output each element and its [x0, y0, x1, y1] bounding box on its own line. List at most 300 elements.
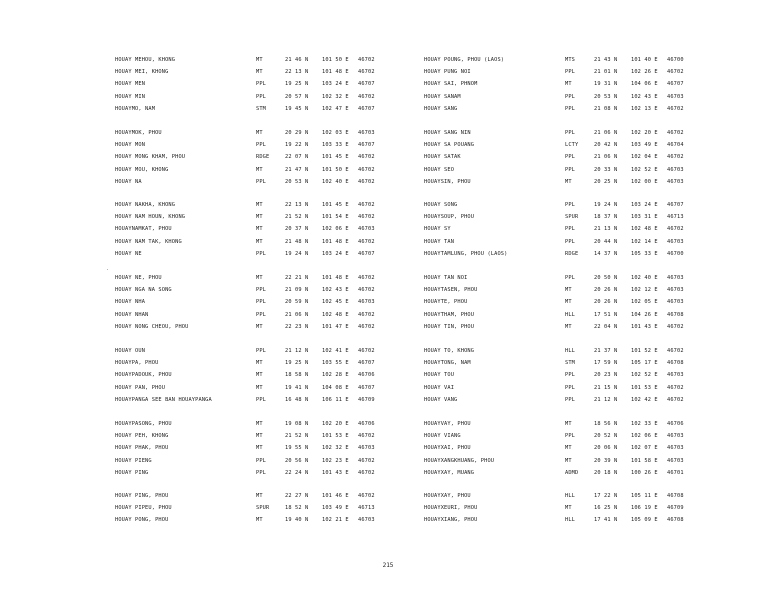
longitude: 103 24 E — [322, 81, 349, 88]
longitude: 105 09 E — [631, 517, 658, 524]
feature-type: MTS — [565, 57, 576, 63]
longitude: 102 13 E — [631, 105, 658, 112]
feature-type: MT — [256, 69, 263, 76]
latitude: 18 56 N — [594, 421, 618, 427]
latitude: 21 15 N — [594, 384, 618, 391]
place-name: HOUAYVAY, PHOU — [424, 421, 471, 427]
place-name: HOUAY NE — [115, 250, 142, 257]
feature-type: HLL — [565, 311, 576, 318]
longitude: 101 52 E — [631, 348, 658, 354]
gazetteer-entry — [115, 468, 415, 478]
gazetteer-entry — [115, 249, 415, 259]
longitude: 103 24 E — [631, 202, 658, 208]
longitude: 101 46 E — [322, 493, 349, 499]
gazetteer-entry — [424, 322, 724, 332]
gazetteer-entry — [424, 128, 724, 138]
map-sheet: 46703 — [667, 287, 684, 294]
feature-type: MT — [565, 445, 572, 452]
place-name: HOUAYTASEN, PHOU — [424, 287, 478, 294]
map-sheet: 46702 — [667, 384, 684, 391]
map-sheet: 46700 — [667, 250, 684, 257]
feature-type: PPL — [256, 469, 267, 476]
latitude: 22 24 N — [285, 469, 309, 476]
feature-type: PPL — [565, 238, 576, 245]
latitude: 19 08 N — [285, 421, 309, 427]
map-sheet: 46707 — [667, 202, 684, 208]
feature-type: PPL — [256, 142, 267, 149]
latitude: 20 37 N — [285, 226, 309, 233]
latitude: 20 50 N — [594, 275, 618, 281]
place-name: HOUAY NAKHA, KHONG — [115, 202, 176, 208]
map-sheet: 46706 — [358, 372, 375, 379]
map-sheet: 46713 — [358, 505, 375, 512]
latitude: 22 23 N — [285, 323, 309, 330]
place-name: HOUAY PING — [115, 469, 149, 476]
gazetteer-entry — [115, 285, 415, 295]
gazetteer-entry — [115, 358, 415, 368]
gazetteer-entry — [424, 55, 724, 65]
map-sheet: 46707 — [358, 360, 375, 367]
map-sheet: 46702 — [358, 57, 375, 63]
feature-type: MT — [256, 493, 263, 499]
longitude: 102 28 E — [322, 372, 349, 379]
place-name: HOUAY TIN, PHOU — [424, 323, 475, 330]
map-sheet: 46702 — [358, 469, 375, 476]
longitude: 102 20 E — [631, 130, 658, 136]
longitude: 101 53 E — [631, 384, 658, 391]
place-name: HOUAY VANG — [424, 396, 458, 403]
latitude: 21 08 N — [594, 105, 618, 112]
longitude: 101 48 E — [322, 69, 349, 76]
gazetteer-entry — [115, 55, 415, 65]
longitude: 102 00 E — [631, 178, 658, 185]
map-sheet: 46702 — [667, 105, 684, 112]
feature-type: MT — [256, 323, 263, 330]
latitude: 17 51 N — [594, 311, 618, 318]
feature-type: PPL — [256, 178, 267, 185]
feature-type: MT — [565, 178, 572, 185]
latitude: 20 26 N — [594, 299, 618, 306]
feature-type: PPL — [565, 93, 576, 100]
map-sheet: 46702 — [358, 323, 375, 330]
gazetteer-entry — [424, 358, 724, 368]
latitude: 21 06 N — [285, 311, 309, 318]
feature-type: STM — [565, 360, 576, 367]
map-sheet: 46703 — [667, 178, 684, 185]
feature-type: PPL — [256, 81, 267, 88]
feature-type: STM — [256, 105, 267, 112]
gazetteer-entry — [115, 104, 415, 114]
map-sheet: 46703 — [667, 372, 684, 379]
place-name: HOUAY PAN, PHOU — [115, 384, 166, 391]
place-name: HOUAYXEURI, PHOU — [424, 505, 478, 512]
gazetteer-entry — [424, 456, 724, 466]
latitude: 21 13 N — [594, 226, 618, 233]
place-name: HOUAY PIPEU, PHOU — [115, 505, 172, 512]
latitude: 19 45 N — [285, 105, 309, 112]
gazetteer-entry — [424, 224, 724, 234]
longitude: 102 40 E — [631, 275, 658, 281]
gazetteer-entry — [424, 370, 724, 380]
latitude: 18 58 N — [285, 372, 309, 379]
latitude: 21 01 N — [594, 69, 618, 76]
gazetteer-entry — [115, 92, 415, 102]
place-name: HOUAY VIANG — [424, 433, 461, 440]
map-sheet: 46702 — [358, 493, 375, 499]
latitude: 19 25 N — [285, 360, 309, 367]
latitude: 21 48 N — [285, 238, 309, 245]
gazetteer-entry — [115, 152, 415, 162]
map-sheet: 46702 — [358, 166, 375, 173]
longitude: 102 26 E — [631, 69, 658, 76]
gazetteer-entry — [115, 431, 415, 441]
place-name: HOUAY PIENG — [115, 457, 152, 464]
place-name: HOUAY SY — [424, 226, 451, 233]
gazetteer-entry — [424, 200, 724, 210]
map-sheet: 46702 — [667, 323, 684, 330]
place-name: HOUAY SEO — [424, 166, 455, 173]
feature-type: SPUR — [256, 505, 270, 512]
feature-type: PPL — [565, 275, 576, 281]
latitude: 17 59 N — [594, 360, 618, 367]
latitude: 19 41 N — [285, 384, 309, 391]
latitude: 20 29 N — [285, 130, 309, 136]
longitude: 101 50 E — [322, 57, 349, 63]
latitude: 18 52 N — [285, 505, 309, 512]
longitude: 102 32 E — [322, 93, 349, 100]
map-sheet: 46702 — [358, 202, 375, 208]
place-name: HOUAY TOU — [424, 372, 455, 379]
feature-type: PPL — [256, 348, 267, 354]
feature-type: MT — [256, 360, 263, 367]
map-sheet: 46707 — [358, 384, 375, 391]
feature-type: MT — [256, 226, 263, 233]
feature-type: PPL — [565, 202, 576, 208]
longitude: 102 03 E — [322, 130, 349, 136]
gazetteer-entry — [115, 370, 415, 380]
feature-type: MT — [256, 384, 263, 391]
place-name: HOUAY MEN — [115, 81, 146, 88]
gazetteer-entry — [115, 140, 415, 150]
gazetteer-entry — [115, 224, 415, 234]
place-name: HOUAY NAM HOUN, KHONG — [115, 214, 186, 221]
longitude: 103 33 E — [322, 142, 349, 149]
longitude: 102 40 E — [322, 178, 349, 185]
longitude: 102 47 E — [322, 105, 349, 112]
longitude: 101 48 E — [322, 275, 349, 281]
gazetteer-entry — [115, 383, 415, 393]
latitude: 21 52 N — [285, 433, 309, 440]
place-name: HOUAYPASONG, PHOU — [115, 421, 172, 427]
feature-type: PPL — [256, 93, 267, 100]
gazetteer-entry — [424, 468, 724, 478]
feature-type: MT — [256, 166, 263, 173]
gazetteer-entry — [115, 67, 415, 77]
map-sheet: 46703 — [667, 457, 684, 464]
longitude: 102 23 E — [322, 457, 349, 464]
longitude: 101 47 E — [322, 323, 349, 330]
feature-type: MT — [565, 299, 572, 306]
longitude: 101 48 E — [322, 238, 349, 245]
map-sheet: 46702 — [358, 348, 375, 354]
gazetteer-entry — [115, 212, 415, 222]
latitude: 21 46 N — [285, 57, 309, 63]
gazetteer-entry — [424, 310, 724, 320]
longitude: 101 45 E — [322, 154, 349, 161]
feature-type: PPL — [256, 287, 267, 294]
latitude: 20 42 N — [594, 142, 618, 149]
map-sheet: 46702 — [358, 287, 375, 294]
longitude: 101 43 E — [631, 323, 658, 330]
latitude: 22 13 N — [285, 69, 309, 76]
longitude: 103 49 E — [631, 142, 658, 149]
feature-type: PPL — [565, 154, 576, 161]
feature-type: MT — [565, 421, 572, 427]
feature-type: RDGE — [565, 250, 579, 257]
gazetteer-entry — [424, 431, 724, 441]
feature-type: MT — [256, 421, 263, 427]
place-name: HOUAYXANGKHUANG, PHOU — [424, 457, 495, 464]
map-sheet: 46702 — [358, 69, 375, 76]
map-sheet: 46703 — [358, 445, 375, 452]
feature-type: MT — [565, 81, 572, 88]
gazetteer-entry — [424, 249, 724, 259]
place-name: HOUAY TAN NOI — [424, 275, 468, 281]
longitude: 106 19 E — [631, 505, 658, 512]
latitude: 20 53 N — [285, 178, 309, 185]
feature-type: MT — [256, 517, 263, 524]
latitude: 20 23 N — [594, 372, 618, 379]
place-name: HOUAYMO, NAM — [115, 105, 156, 112]
gazetteer-entry — [424, 515, 724, 525]
map-sheet: 46706 — [358, 421, 375, 427]
longitude: 104 06 E — [631, 81, 658, 88]
feature-type: PPL — [565, 130, 576, 136]
place-name: HOUAY MEHOU, KHONG — [115, 57, 176, 63]
gazetteer-entry — [424, 491, 724, 501]
feature-type: PPL — [565, 226, 576, 233]
place-name: HOUAY SONG — [424, 202, 458, 208]
latitude: 22 07 N — [285, 154, 309, 161]
map-sheet: 46707 — [358, 81, 375, 88]
place-name: HOUAY PING, PHOU — [115, 493, 169, 499]
feature-type: MT — [256, 372, 263, 379]
gazetteer-entry — [115, 165, 415, 175]
longitude: 105 33 E — [631, 250, 658, 257]
longitude: 100 26 E — [631, 469, 658, 476]
place-name: HOUAY PEH, KHONG — [115, 433, 169, 440]
place-name: HOUAY MOU, KHONG — [115, 166, 169, 173]
gazetteer-entry — [115, 297, 415, 307]
map-sheet: 46708 — [667, 360, 684, 367]
map-sheet: 46700 — [667, 57, 684, 63]
latitude: 20 53 N — [594, 93, 618, 100]
gazetteer-entry — [115, 503, 415, 513]
latitude: 21 47 N — [285, 166, 309, 173]
gazetteer-entry — [115, 443, 415, 453]
feature-type: MT — [565, 505, 572, 512]
longitude: 102 05 E — [631, 299, 658, 306]
feature-type: PPL — [565, 105, 576, 112]
longitude: 105 11 E — [631, 493, 658, 499]
latitude: 21 43 N — [594, 57, 618, 63]
map-sheet: 46703 — [667, 299, 684, 306]
latitude: 21 06 N — [594, 154, 618, 161]
place-name: HOUAY PONG, PHOU — [115, 517, 169, 524]
place-name: HOUAY VAI — [424, 384, 455, 391]
place-name: HOUAY TO, KHONG — [424, 348, 475, 354]
page-number: 215 — [382, 562, 394, 569]
latitude: 19 22 N — [285, 142, 309, 149]
place-name: HOUAYTAMLUNG, PHOU (LAOS) — [424, 250, 508, 257]
map-sheet: 46702 — [667, 69, 684, 76]
place-name: HOUAY NE, PHOU — [115, 275, 162, 281]
map-sheet: 46703 — [667, 433, 684, 440]
latitude: 19 31 N — [594, 81, 618, 88]
feature-type: PPL — [565, 166, 576, 173]
map-sheet: 46709 — [358, 396, 375, 403]
longitude: 102 07 E — [631, 445, 658, 452]
latitude: 21 52 N — [285, 214, 309, 221]
place-name: HOUAY MEI, KHONG — [115, 69, 169, 76]
gazetteer-entry — [424, 67, 724, 77]
longitude: 101 43 E — [322, 469, 349, 476]
gazetteer-entry — [115, 200, 415, 210]
longitude: 102 45 E — [322, 299, 349, 306]
latitude: 20 59 N — [285, 299, 309, 306]
latitude: 22 13 N — [285, 202, 309, 208]
map-sheet: 46707 — [358, 142, 375, 149]
longitude: 103 49 E — [322, 505, 349, 512]
longitude: 102 42 E — [631, 396, 658, 403]
feature-type: PPL — [565, 396, 576, 403]
gazetteer-entry — [424, 273, 724, 283]
gazetteer-entry — [115, 456, 415, 466]
latitude: 17 22 N — [594, 493, 618, 499]
latitude: 19 24 N — [285, 250, 309, 257]
longitude: 101 40 E — [631, 57, 658, 63]
map-sheet: 46702 — [358, 457, 375, 464]
longitude: 102 20 E — [322, 421, 349, 427]
map-sheet: 46701 — [667, 469, 684, 476]
place-name: HOUAY NHA — [115, 299, 146, 306]
gazetteer-entry — [424, 419, 724, 429]
feature-type: PPL — [256, 311, 267, 318]
feature-type: MT — [256, 130, 263, 136]
longitude: 103 31 E — [631, 214, 658, 221]
feature-type: PPL — [565, 372, 576, 379]
gazetteer-entry — [424, 165, 724, 175]
place-name: HOUAY NHAN — [115, 311, 149, 318]
place-name: HOUAY MONG KHAM, PHOU — [115, 154, 186, 161]
gazetteer-entry — [424, 443, 724, 453]
longitude: 102 12 E — [631, 287, 658, 294]
longitude: 102 06 E — [322, 226, 349, 233]
map-sheet: 46703 — [667, 445, 684, 452]
longitude: 101 50 E — [322, 166, 349, 173]
gazetteer-entry — [115, 515, 415, 525]
feature-type: MT — [256, 202, 263, 208]
feature-type: SPUR — [565, 214, 579, 221]
latitude: 20 06 N — [594, 445, 618, 452]
longitude: 102 14 E — [631, 238, 658, 245]
gazetteer-entry — [115, 419, 415, 429]
place-name: HOUAYNAMKAT, PHOU — [115, 226, 172, 233]
longitude: 102 52 E — [631, 372, 658, 379]
longitude: 106 11 E — [322, 396, 349, 403]
longitude: 102 43 E — [631, 93, 658, 100]
longitude: 102 06 E — [631, 433, 658, 440]
map-sheet: 46702 — [667, 348, 684, 354]
map-sheet: 46707 — [358, 250, 375, 257]
longitude: 104 26 E — [631, 311, 658, 318]
map-sheet: 46702 — [667, 226, 684, 233]
latitude: 18 37 N — [594, 214, 618, 221]
map-sheet: 46702 — [667, 154, 684, 161]
place-name: HOUAYXAY, MUANG — [424, 469, 475, 476]
feature-type: LCTY — [565, 142, 579, 149]
latitude: 20 26 N — [594, 287, 618, 294]
feature-type: PPL — [256, 457, 267, 464]
longitude: 103 55 E — [322, 360, 349, 367]
longitude: 102 52 E — [631, 166, 658, 173]
gazetteer-entry — [115, 79, 415, 89]
place-name: HOUAY SANG — [424, 105, 458, 112]
place-name: HOUAY SA POUANG — [424, 142, 475, 149]
longitude: 101 45 E — [322, 202, 349, 208]
gazetteer-entry — [115, 310, 415, 320]
map-sheet: 46703 — [667, 238, 684, 245]
map-sheet: 46702 — [358, 275, 375, 281]
latitude: 21 06 N — [594, 130, 618, 136]
feature-type: MT — [565, 287, 572, 294]
map-sheet: 46713 — [667, 214, 684, 221]
stray-mark: . — [106, 266, 110, 272]
feature-type: MT — [256, 433, 263, 440]
gazetteer-entry — [424, 140, 724, 150]
place-name: HOUAY NGA NA SONG — [115, 287, 172, 294]
map-sheet: 46708 — [667, 311, 684, 318]
gazetteer-entry — [424, 346, 724, 356]
gazetteer-entry — [115, 273, 415, 283]
feature-type: PPL — [256, 299, 267, 306]
latitude: 21 12 N — [594, 396, 618, 403]
feature-type: ADMD — [565, 469, 579, 476]
place-name: HOUAY MIN — [115, 93, 146, 100]
map-sheet: 46703 — [358, 130, 375, 136]
latitude: 16 48 N — [285, 396, 309, 403]
place-name: HOUAY NA — [115, 178, 142, 185]
latitude: 20 52 N — [594, 433, 618, 440]
gazetteer-entry — [424, 297, 724, 307]
place-name: HOUAY SANG NIN — [424, 130, 471, 136]
latitude: 20 33 N — [594, 166, 618, 173]
feature-type: PPL — [256, 396, 267, 403]
feature-type: MT — [256, 214, 263, 221]
gazetteer-entry — [424, 92, 724, 102]
map-sheet: 46707 — [667, 81, 684, 88]
place-name: HOUAYMOK, PHOU — [115, 130, 162, 136]
place-name: HOUAY NAM TAK, KHONG — [115, 238, 182, 245]
map-sheet: 46707 — [358, 105, 375, 112]
place-name: HOUAYPANGA SEE BAN HOUAYPANGA — [115, 396, 212, 403]
place-name: HOUAY SANAM — [424, 93, 461, 100]
longitude: 102 04 E — [631, 154, 658, 161]
latitude: 20 25 N — [594, 178, 618, 185]
latitude: 20 56 N — [285, 457, 309, 464]
latitude: 14 37 N — [594, 250, 618, 257]
map-sheet: 46708 — [667, 517, 684, 524]
